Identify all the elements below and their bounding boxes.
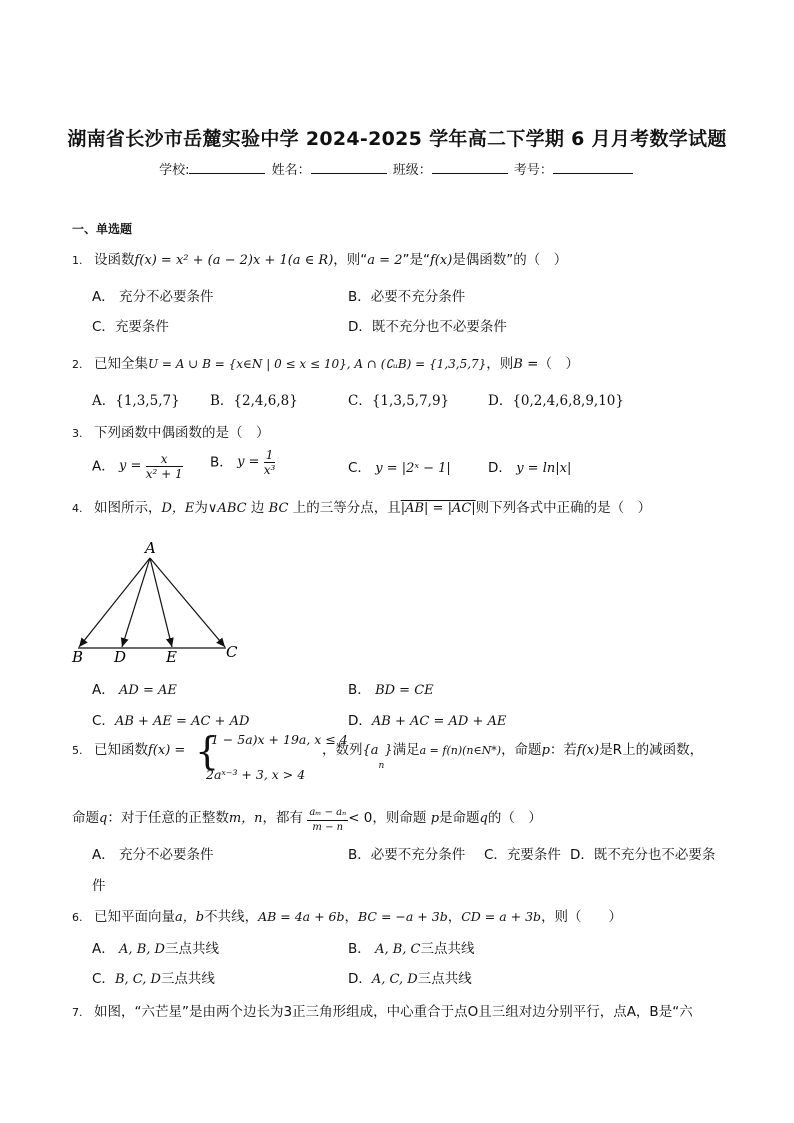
name-label: 姓名：: [271, 163, 311, 178]
option-text: 必要不充分条件: [370, 847, 466, 863]
q4-side: BC: [268, 501, 289, 516]
question-3-stem: [72, 424, 270, 443]
vector-ab: [79, 558, 150, 647]
q2-formula: U = A ∪ B = {x∈N | 0 ≤ x ≤ 10}, A ∩ (∁ᵤB) = {1,3,5,7}: [148, 357, 487, 371]
fraction-numerator: 1: [265, 448, 274, 462]
q4-option-b[interactable]: [348, 681, 434, 700]
q4-text: 为: [194, 500, 208, 516]
q1-text: ，则“: [333, 252, 368, 268]
q5-option-c[interactable]: [484, 846, 561, 864]
q6-vectors: a，b: [175, 910, 205, 925]
q4-points: D，E: [161, 501, 195, 516]
label-b: B: [72, 648, 84, 666]
q1-option-b[interactable]: [348, 288, 465, 306]
q6-option-c[interactable]: [92, 970, 215, 989]
option-label: D．: [348, 713, 372, 729]
option-text: AD = AE: [119, 683, 177, 698]
q1-option-c[interactable]: [92, 318, 169, 336]
q5-q: q: [479, 811, 488, 826]
option-text: 既不充分也不必要条件: [371, 319, 507, 335]
option-points: A, C, D: [371, 972, 418, 987]
question-5-stem-cont: [322, 741, 703, 775]
question-number: 4.: [72, 502, 83, 515]
q5-text: 的（ ）: [487, 810, 542, 826]
q5-text: ，都有: [262, 810, 304, 826]
label-a: A: [145, 539, 156, 557]
q5-fraction: [307, 806, 348, 835]
piecewise-brace: {: [195, 729, 220, 773]
option-label: A．: [92, 289, 115, 305]
q2-option-c[interactable]: [348, 392, 449, 410]
id-label: 考号：: [513, 163, 553, 178]
question-number: 7.: [72, 1006, 83, 1019]
vector-ad: [122, 558, 150, 647]
q1-option-d[interactable]: [348, 318, 507, 336]
q5-text: 命题: [72, 810, 99, 826]
fraction: [264, 448, 276, 477]
fraction-denominator: x³: [263, 463, 276, 477]
q6-option-b[interactable]: [348, 940, 474, 959]
page-title: 湖南省长沙市岳麓实验中学 2024-2025 学年高二下学期 6 月月考数学试题: [67, 128, 727, 150]
q5-seq-end: }: [384, 743, 393, 758]
q1-text: 是偶函数”的（ ）: [452, 252, 568, 268]
option-label: A．: [92, 941, 115, 957]
option-text: {0,2,4,6,8,9,10}: [512, 393, 624, 409]
option-text: 三点共线: [417, 971, 472, 987]
fraction-denominator: m − n: [312, 822, 344, 833]
q5-text: ，命题: [501, 742, 542, 758]
q2-var: B: [513, 357, 523, 372]
option-label: C．: [92, 319, 115, 335]
option-label: C．: [348, 393, 372, 409]
q5-text: 是R上的减函数，: [599, 742, 704, 758]
question-6-stem: 6. 已知平面向量a，b不共线，AB = 4a + 6b，BC = −a + 3b，CD = a + 3b，则（ ）: [72, 909, 623, 925]
q1-condition: a = 2: [367, 253, 403, 268]
q7-text: 如图，“六芒星”是由两个边长为3正三角形组成，中心重合于点O且三组对边分别平行，点A，B是“六: [94, 1004, 693, 1020]
option-label: D．: [488, 393, 513, 409]
q6-vector-ab: AB = 4a + 6b: [258, 909, 345, 924]
q1-condition-2: f(x): [429, 253, 453, 268]
q6-text: 不共线，: [204, 909, 259, 925]
question-number: 2.: [72, 358, 83, 371]
class-blank[interactable]: [432, 161, 508, 174]
q3-option-b[interactable]: [210, 448, 275, 477]
q4-text: 上的三等分点，且: [288, 500, 401, 516]
q4-text: 如图所示，: [94, 500, 162, 516]
q6-vector-cd: CD = a + 3b: [461, 909, 542, 924]
q6-text: 已知平面向量: [94, 909, 175, 925]
option-text: {1,3,5,7}: [115, 393, 180, 409]
triangle-figure: [66, 536, 256, 666]
option-label: A．: [92, 458, 115, 475]
q3-option-a[interactable]: [92, 452, 183, 481]
option-text: 充要条件: [506, 847, 561, 863]
question-7-stem: [72, 1003, 693, 1022]
option-points: B, C, D: [114, 972, 161, 987]
option-text: y = |2ˣ − 1|: [375, 461, 451, 476]
fraction: [146, 452, 183, 481]
option-text: BD = CE: [375, 683, 434, 698]
fraction-denominator: x² + 1: [145, 467, 183, 481]
q5-seq: {a: [362, 743, 379, 758]
option-text: 充分不必要条件: [119, 289, 214, 305]
piecewise-case-1: (1 − 5a)x + 19a, x ≤ 4: [206, 732, 348, 747]
question-number: 5.: [72, 744, 83, 757]
option-label: C．: [92, 713, 115, 729]
q5-option-a[interactable]: [92, 846, 214, 864]
label-d: D: [114, 648, 127, 666]
q6-option-d[interactable]: [348, 970, 472, 989]
option-points: A, B, D: [119, 942, 165, 957]
option-text: 三点共线: [420, 941, 475, 957]
question-2-stem: [72, 355, 579, 374]
q1-text: 设函数: [94, 252, 135, 268]
class-label: 班级：: [392, 163, 432, 178]
question-1-stem: [72, 251, 567, 270]
question-number: 3.: [72, 427, 83, 440]
option-text: 既不充分也不必要条: [593, 847, 716, 863]
question-5-line-2: [72, 806, 542, 835]
q4-text: 则下列各式中正确的是（ ）: [475, 500, 652, 516]
q4-option-d[interactable]: [348, 712, 506, 731]
option-text: 充要条件: [114, 319, 169, 335]
q5-text: ：若: [549, 742, 577, 758]
fraction-numerator: x: [146, 452, 183, 467]
q2-text: 已知全集: [94, 356, 148, 372]
q5-text: ：对于任意的正整数: [107, 810, 229, 826]
piecewise-case-2: 2aˣ⁻³ + 3, x > 4: [206, 767, 306, 782]
q4-option-a[interactable]: [92, 681, 177, 700]
option-lhs: y =: [237, 454, 260, 470]
question-4-stem: [72, 499, 651, 518]
option-text: {1,3,5,7,9}: [371, 393, 450, 409]
q5-option-d[interactable]: [570, 846, 715, 864]
label-e: E: [166, 648, 177, 666]
q5-text: 已知函数: [94, 742, 148, 758]
option-text: AB + AE = AC + AD: [114, 714, 250, 729]
option-label: B．: [210, 393, 234, 409]
fraction-numerator: aₘ − aₙ: [307, 806, 348, 821]
option-text: 充分不必要条件: [119, 847, 214, 863]
q6-option-a[interactable]: [92, 940, 219, 959]
question-number: 6.: [72, 911, 83, 924]
q3-option-c[interactable]: [348, 459, 451, 478]
question-number: 1.: [72, 254, 83, 267]
q1-text: ”是“: [402, 252, 430, 268]
q5-option-b[interactable]: [348, 846, 465, 864]
option-lhs: y =: [119, 458, 142, 474]
q5-fx: f(x): [576, 743, 600, 758]
option-text: AB + AC = AD + AE: [371, 714, 507, 729]
option-label: D．: [348, 319, 372, 335]
option-label: B．: [348, 682, 371, 698]
option-label: B．: [210, 454, 233, 471]
q6-text: ，则（ ）: [541, 909, 623, 925]
q5-seq-sub: n: [378, 761, 385, 771]
q3-text: 下列函数中偶函数的是（ ）: [94, 425, 270, 441]
q1-formula: f(x) = x² + (a − 2)x + 1(a ∈ R): [134, 253, 334, 268]
option-text: 三点共线: [160, 971, 215, 987]
option-label: D．: [348, 971, 372, 987]
question-5-stem: [72, 741, 185, 760]
q4-triangle: ∨ABC: [207, 501, 247, 516]
q5-function: f(x) =: [148, 743, 186, 758]
option-label: C．: [484, 847, 507, 863]
q5-text: < 0，则命题: [348, 810, 427, 826]
school-blank[interactable]: [189, 161, 265, 174]
q5-text: 是命题: [439, 810, 480, 826]
q5-q: q: [99, 811, 108, 826]
option-label: B．: [348, 847, 371, 863]
q4-option-c[interactable]: [92, 712, 249, 731]
option-text: y = ln|x|: [516, 461, 572, 476]
option-text: {2,4,6,8}: [233, 393, 298, 409]
option-label: A．: [92, 393, 116, 409]
q2-option-d[interactable]: [488, 392, 624, 410]
option-label: B．: [348, 941, 371, 957]
q6-vector-bc: BC = −a + 3b: [358, 909, 448, 924]
name-blank[interactable]: [311, 161, 387, 174]
q3-option-d[interactable]: [488, 459, 571, 478]
q5-option-d-wrap: 件: [92, 878, 106, 894]
option-label: D．: [488, 460, 512, 476]
q2-option-b[interactable]: [210, 392, 298, 410]
school-label: 学校:: [159, 163, 190, 178]
option-label: C．: [92, 971, 115, 987]
q4-text: 边: [246, 500, 269, 516]
q5-seq-def: a = f(n)(n∈N*): [419, 744, 502, 757]
label-c: C: [226, 643, 238, 661]
q2-text: ，则: [486, 356, 514, 372]
student-info-line: [0, 159, 794, 178]
option-points: A, B, C: [375, 942, 421, 957]
option-label: C．: [348, 460, 371, 476]
q2-text: =（ ）: [522, 356, 579, 372]
q5-text: ，数列: [322, 742, 363, 758]
option-text: 三点共线: [164, 941, 219, 957]
q2-option-a[interactable]: [92, 392, 180, 410]
option-label: A．: [92, 847, 115, 863]
option-label: B．: [348, 289, 371, 305]
q5-p: p: [430, 811, 440, 826]
option-label: A．: [92, 682, 115, 698]
q5-mn: m，n: [228, 811, 263, 826]
id-blank[interactable]: [553, 161, 633, 174]
option-label: D．: [570, 847, 594, 863]
q4-equation: |AB| = |AC|: [400, 501, 476, 516]
section-title: 一、单选题: [72, 222, 133, 236]
q5-text: 满足: [392, 742, 420, 758]
q5-p: p: [541, 743, 550, 758]
q1-option-a[interactable]: [92, 288, 214, 306]
option-text: 必要不充分条件: [370, 289, 466, 305]
